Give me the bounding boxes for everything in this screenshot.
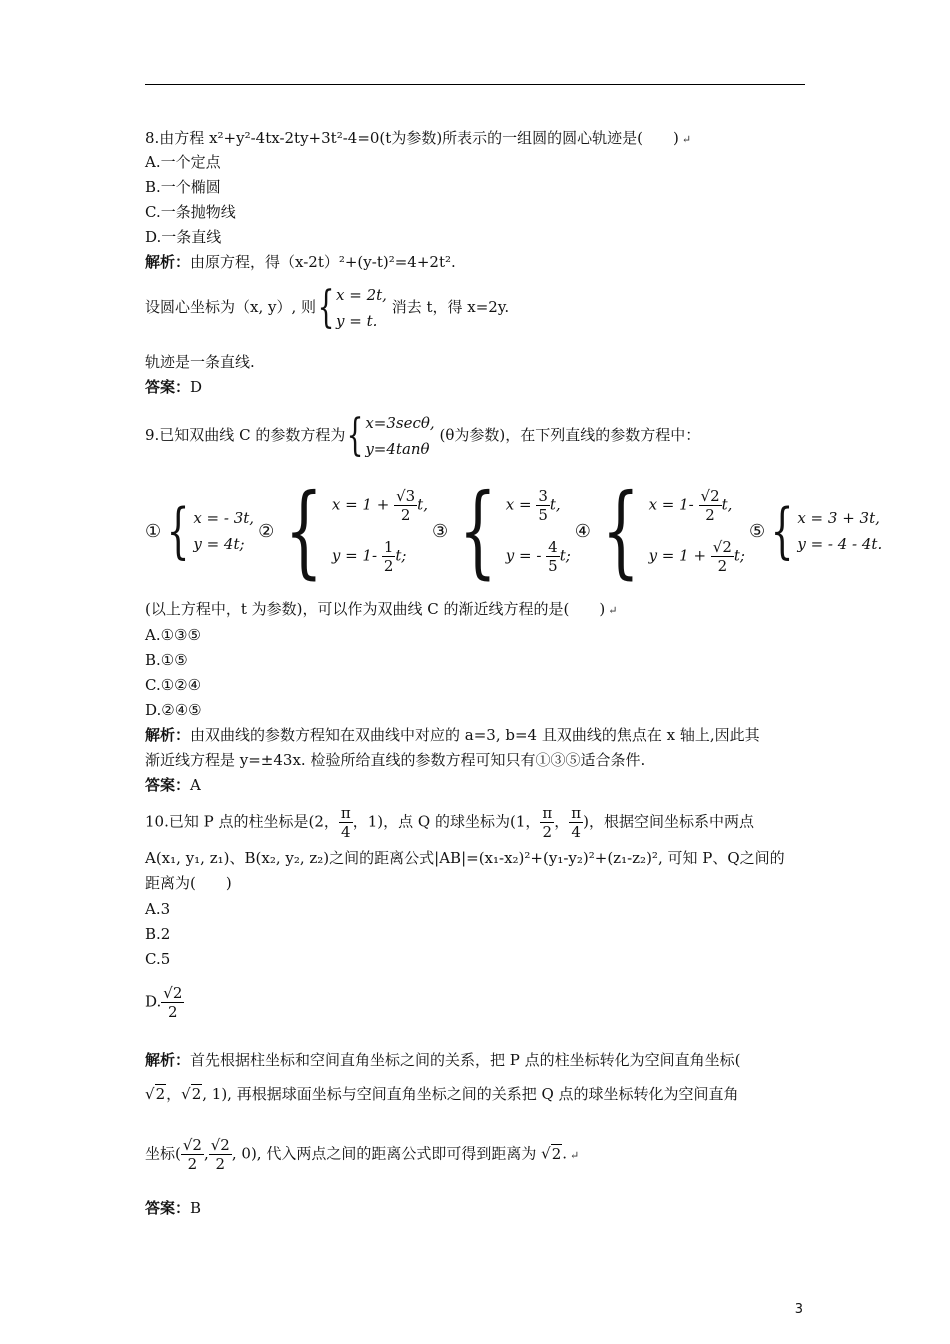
q10-option-b: B.2 [145, 925, 171, 943]
paragraph-mark-icon: ↵ [681, 133, 692, 146]
q8-analysis-line-1: 解析：由原方程，得（x-2t）²+(y-t)²=4+2t². [145, 253, 456, 271]
brace: { [770, 496, 794, 566]
brace: { [346, 410, 364, 461]
equation-system: x=3secθ, y=4tanθ [365, 414, 435, 458]
q8-answer: 答案：D [145, 378, 203, 396]
q10-analysis-line-2: √2，√2, 1), 再根据球面坐标与空间直角坐标之间的关系把 Q 点的球坐标转化为空间直角 [145, 1085, 739, 1103]
q9-answer: 答案：A [145, 776, 201, 794]
q10-answer: 答案：B [145, 1199, 202, 1217]
q10-analysis-line-3: 坐标( $\frac{√2}{2}$ , $\frac{√2}{2}$ , 0), 代入两点之间的距离公式即可得到距离为 √2. ↵ [145, 1136, 580, 1173]
q10-option-d: D. $\frac{√2}{2}$ [145, 984, 183, 1021]
q9-stem: 9.已知双曲线 C 的参数方程为{ x=3secθ, y=4tanθ (θ为参数)，在下列直线的参数方程中： [145, 410, 701, 461]
system-label: ① [145, 520, 162, 542]
q9-option-c: C.①②④ [145, 676, 202, 694]
q8-option-d: D.一条直线 [145, 228, 222, 246]
q9-option-a: A.①③⑤ [145, 626, 201, 644]
q9-analysis-line-1: 解析：由双曲线的参数方程知在双曲线中对应的 a=3, b=4 且双曲线的焦点在 x 轴上,因此其 [145, 726, 760, 744]
q10-stem-line-3: 距离为( ) [145, 874, 232, 892]
q10-stem-line-1: 10.已知 P 点的柱坐标是(2， $\frac{\pi}{4}$ ，1)，点 Q 的球坐标为(1， $\frac{\pi}{2}$ ， $\frac{\pi}{4}$ )，根据空间坐标系中两点 [145, 804, 754, 841]
q9-option-d: D.②④⑤ [145, 701, 202, 719]
system-label: ③ [431, 520, 449, 542]
system-5: x = 3 + 3t, y = - 4 - 4t. [797, 509, 883, 553]
system-1: x = - 3t, y = 4t; [193, 509, 255, 553]
q9-analysis-line-2: 渐近线方程是 y=±43x. 检验所给直线的参数方程可知只有①③⑤适合条件. [145, 751, 646, 769]
q10-analysis-line-1: 解析：首先根据柱坐标和空间直角坐标之间的关系，把 P 点的柱坐标转化为空间直角坐标( [145, 1051, 741, 1069]
page-number: 3 [794, 1302, 803, 1317]
brace: { [284, 472, 324, 589]
q8-option-a: A.一个定点 [145, 153, 221, 171]
equation-system: x = 2t, y = t. [336, 286, 387, 330]
paragraph-mark-icon: ↵ [570, 1148, 580, 1162]
q8-analysis-line-3: 轨迹是一条直线. [145, 353, 255, 371]
system-label: ⑤ [749, 520, 766, 542]
system-label: ④ [574, 520, 591, 542]
system-2: x = 1 + $\frac{√3}{2}$ t, y = 1- $\frac{1}{2}$ t; [331, 487, 428, 575]
q8-analysis-line-2: 设圆心坐标为（x, y）, 则{ x = 2t, y = t. 消去 t，得 x=2y. [145, 282, 510, 333]
system-4: x = 1- $\frac{√2}{2}$ t, y = 1 + $\frac{√2}{2}$ t; [648, 487, 745, 575]
q10-option-c: C.5 [145, 950, 171, 968]
q8-option-b: B.一个椭圆 [145, 178, 221, 196]
q10-stem-line-2: A(x₁, y₁, z₁)、B(x₂, y₂, z₂)之间的距离公式|AB|=(x₁-x₂)²+(y₁-y₂)²+(z₁-z₂)², 可知 P、Q之间的 [145, 849, 785, 867]
header-rule [145, 84, 805, 85]
q8-option-c: C.一条抛物线 [145, 203, 236, 221]
brace: { [458, 472, 498, 589]
q9-option-b: B.①⑤ [145, 651, 188, 669]
brace: { [166, 496, 190, 566]
q9-note: (以上方程中，t 为参数)，可以作为双曲线 C 的渐近线方程的是( ) ↵ [145, 600, 618, 618]
paragraph-mark-icon: ↵ [608, 604, 618, 617]
brace: { [601, 472, 640, 589]
brace: { [317, 282, 335, 333]
q8-stem: 8.由方程 x²+y²-4tx-2ty+3t²-4=0(t为参数)所表示的一组圆的圆心轨迹是( ) ↵ [145, 129, 692, 147]
system-3: x = $\frac{3}{5}$ t, y = - $\frac{4}{5}$ t; [505, 487, 571, 575]
system-label: ② [258, 520, 275, 542]
q10-option-a: A.3 [145, 900, 171, 918]
q9-line-systems [145, 472, 883, 589]
